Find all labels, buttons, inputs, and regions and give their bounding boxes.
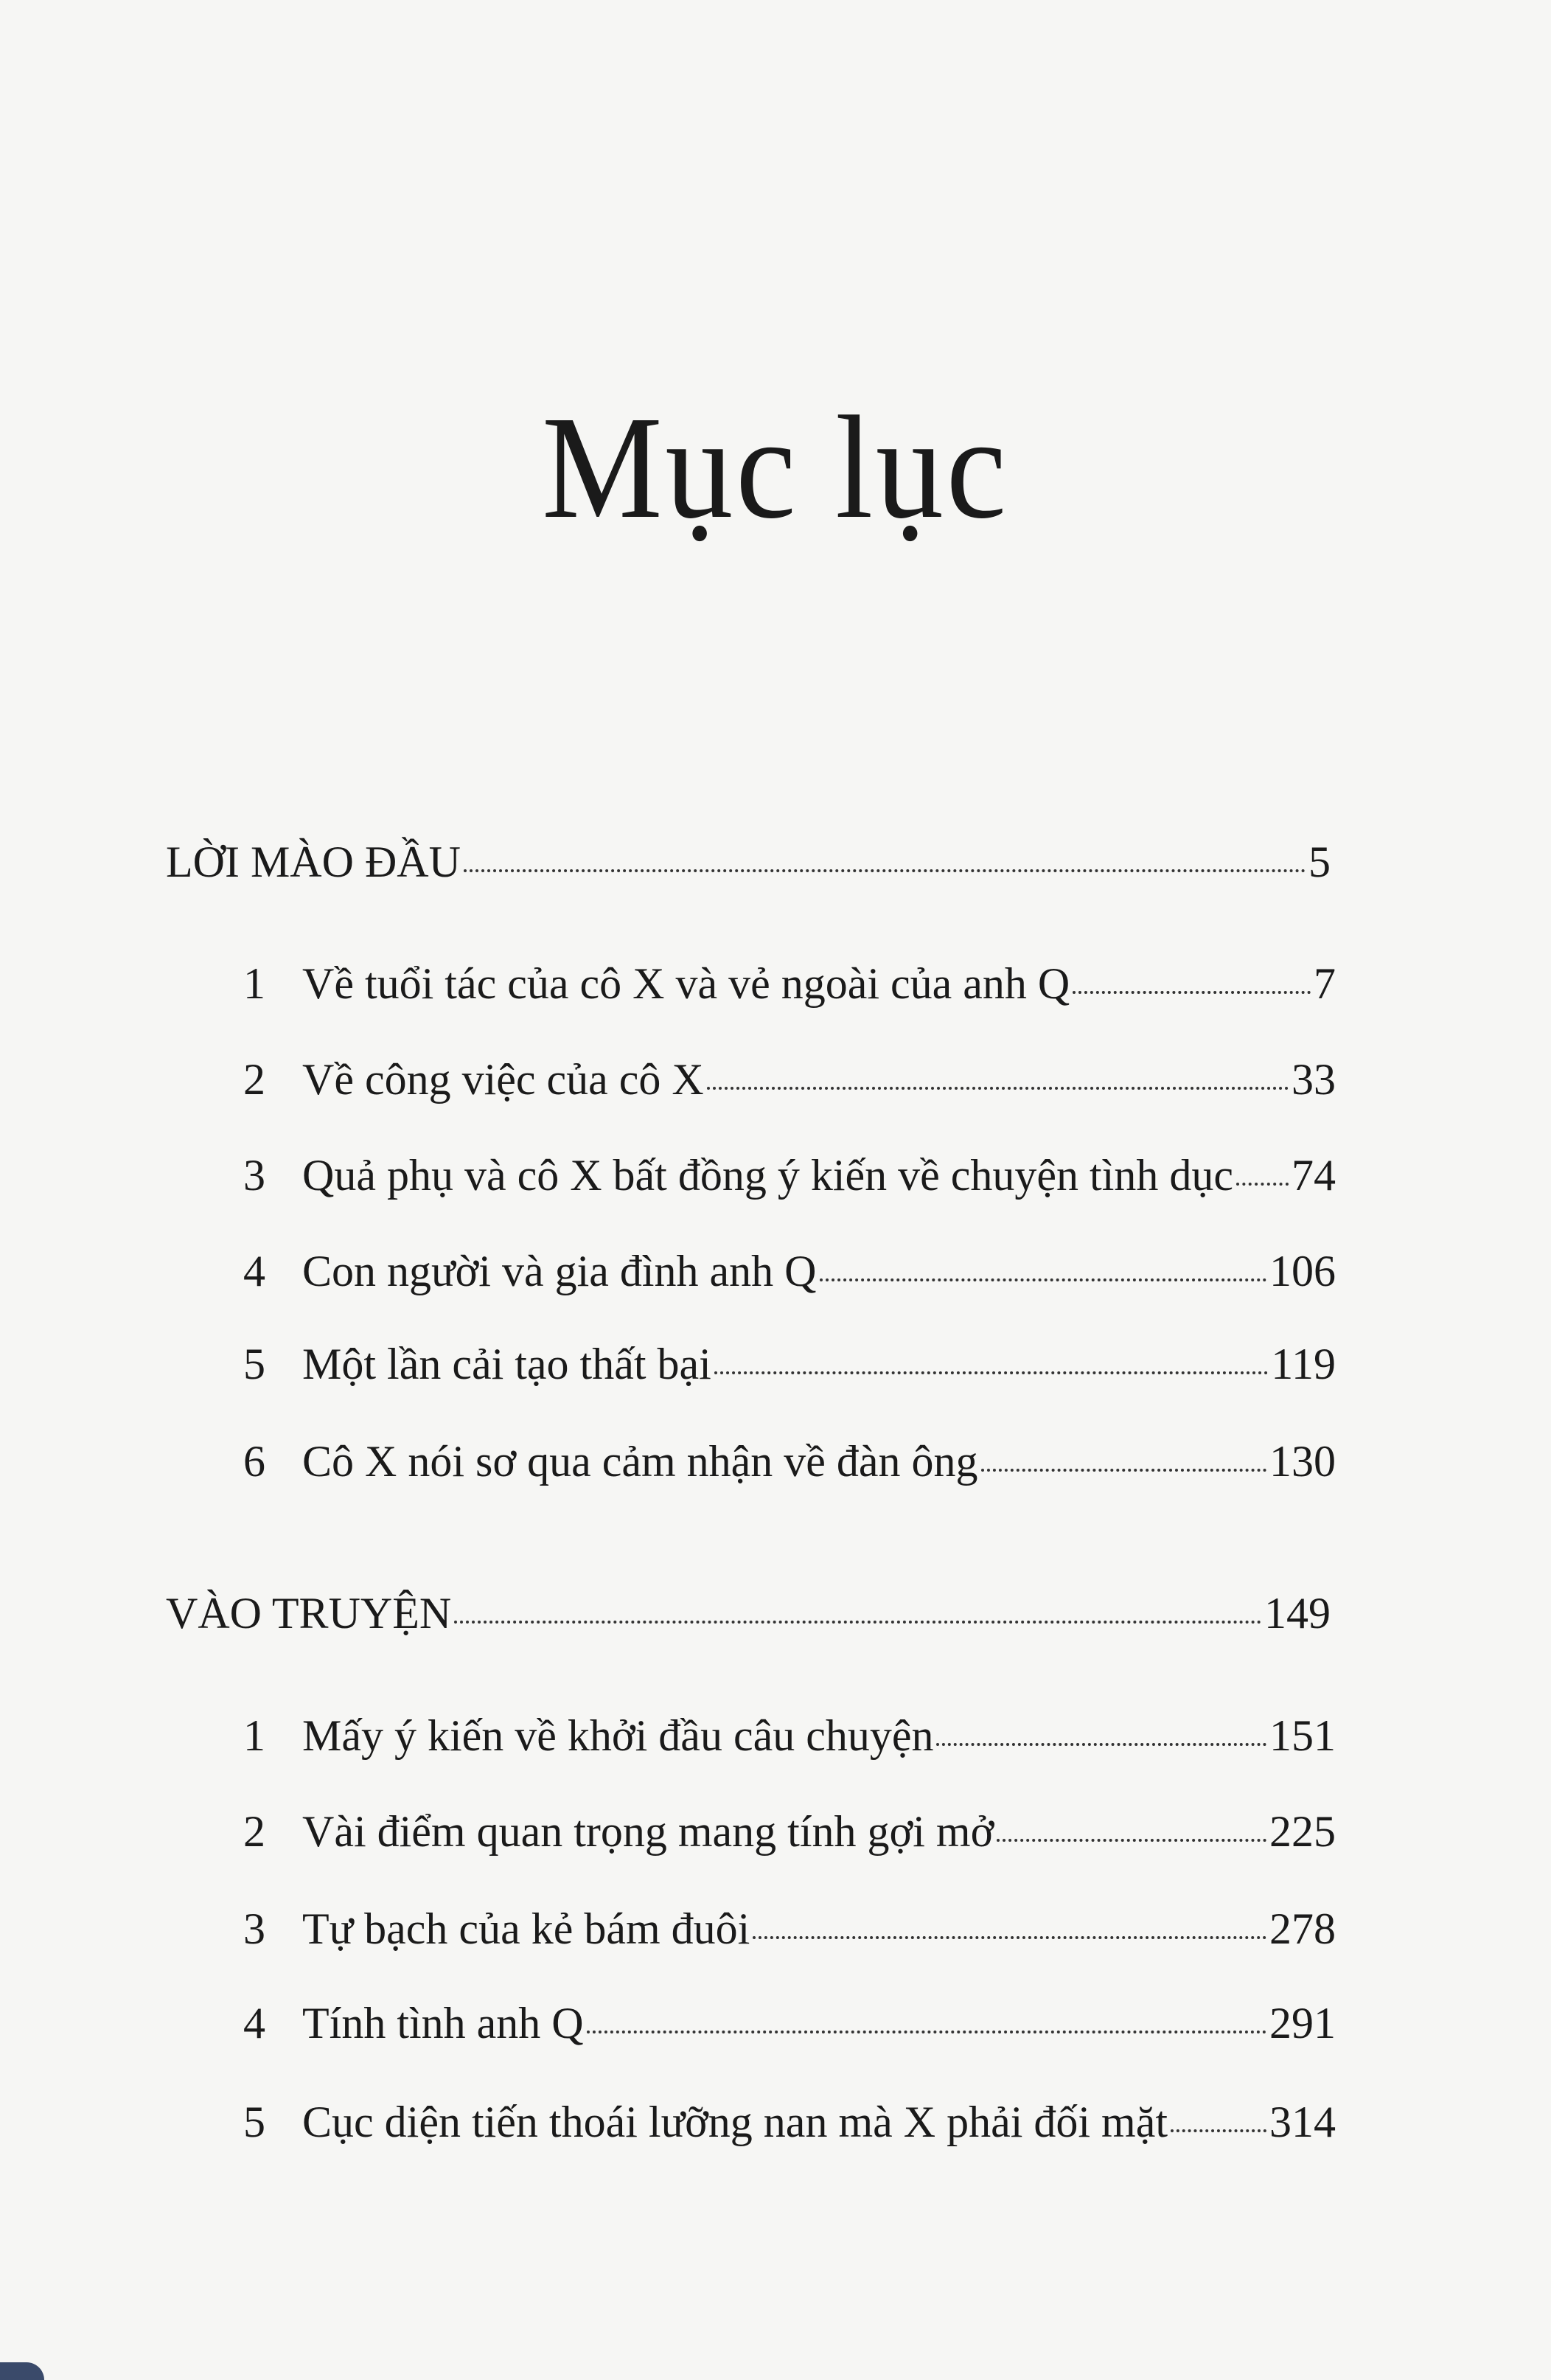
dot-leader <box>753 1936 1266 1939</box>
toc-entry[interactable] <box>243 1711 1336 1770</box>
toc-entry[interactable] <box>243 958 1336 1017</box>
chapter-title: Tính tình anh Q <box>302 1999 584 2047</box>
page-number: 130 <box>1269 1437 1336 1486</box>
toc-section-heading[interactable] <box>166 837 1331 896</box>
dot-leader <box>820 1278 1267 1281</box>
section-title: LỜI MÀO ĐẦU <box>166 838 461 886</box>
chapter-title: Về công việc của cô X <box>302 1055 704 1104</box>
page-number: 225 <box>1269 1807 1336 1856</box>
chapter-title: Mấy ý kiến về khởi đầu câu chuyện <box>302 1711 934 1760</box>
chapter-title: Một lần cải tạo thất bại <box>302 1340 711 1388</box>
chapter-number: 6 <box>243 1437 265 1486</box>
chapter-title: Vài điểm quan trọng mang tính gợi mở <box>302 1807 994 1856</box>
toc-entry[interactable] <box>243 1150 1336 1209</box>
dot-leader <box>981 1469 1266 1472</box>
toc-entry[interactable] <box>243 2097 1336 2156</box>
toc-entry[interactable] <box>243 1339 1336 1398</box>
chapter-title: Về tuổi tác của cô X và vẻ ngoài của anh Q <box>302 959 1070 1008</box>
page-number: 106 <box>1269 1247 1336 1295</box>
page-number: 278 <box>1269 1904 1336 1953</box>
toc-section-heading[interactable] <box>166 1588 1331 1647</box>
dot-leader <box>936 1743 1266 1746</box>
toc-entry[interactable] <box>243 1054 1336 1113</box>
page-number: 151 <box>1269 1711 1336 1760</box>
chapter-number: 5 <box>243 1340 265 1388</box>
page-number: 149 <box>1264 1589 1331 1638</box>
toc-entry[interactable] <box>243 1998 1336 2057</box>
chapter-title: Quả phụ và cô X bất đồng ý kiến về chuyện tình dục <box>302 1151 1234 1200</box>
page-number: 5 <box>1308 838 1331 886</box>
page-number: 314 <box>1269 2098 1336 2146</box>
chapter-title: Cô X nói sơ qua cảm nhận về đàn ông <box>302 1437 978 1486</box>
chapter-number: 4 <box>243 1999 265 2047</box>
chapter-title: Con người và gia đình anh Q <box>302 1247 817 1295</box>
chapter-number: 4 <box>243 1247 265 1295</box>
chapter-number: 1 <box>243 959 265 1008</box>
dot-leader <box>714 1371 1268 1374</box>
chapter-number: 5 <box>243 2098 265 2146</box>
chapter-number: 1 <box>243 1711 265 1760</box>
toc-entry[interactable] <box>243 1436 1336 1495</box>
chapter-number: 3 <box>243 1151 265 1200</box>
chapter-number: 3 <box>243 1904 265 1953</box>
toc-entry[interactable] <box>243 1246 1336 1305</box>
dot-leader <box>1171 2129 1266 2132</box>
section-title: VÀO TRUYỆN <box>166 1589 452 1638</box>
toc-entry[interactable] <box>243 1904 1336 1963</box>
dot-leader <box>1236 1183 1289 1186</box>
page-title: Mục lục <box>542 386 1009 549</box>
page-number: 291 <box>1269 1999 1336 2047</box>
page-number: 33 <box>1292 1055 1336 1104</box>
page-edge-shadow <box>0 2362 44 2380</box>
chapter-title: Tự bạch của kẻ bám đuôi <box>302 1904 750 1953</box>
dot-leader <box>1073 991 1311 994</box>
page-number: 119 <box>1271 1340 1336 1388</box>
toc-entry[interactable] <box>243 1806 1336 1865</box>
page-number: 7 <box>1314 959 1336 1008</box>
dot-leader <box>587 2031 1266 2033</box>
chapter-number: 2 <box>243 1807 265 1856</box>
dot-leader <box>707 1087 1289 1090</box>
dot-leader <box>464 869 1306 872</box>
chapter-title: Cục diện tiến thoái lưỡng nan mà X phải đối mặt <box>302 2098 1168 2146</box>
dot-leader <box>997 1839 1266 1842</box>
chapter-number: 2 <box>243 1055 265 1104</box>
dot-leader <box>454 1621 1261 1624</box>
page-number: 74 <box>1292 1151 1336 1200</box>
